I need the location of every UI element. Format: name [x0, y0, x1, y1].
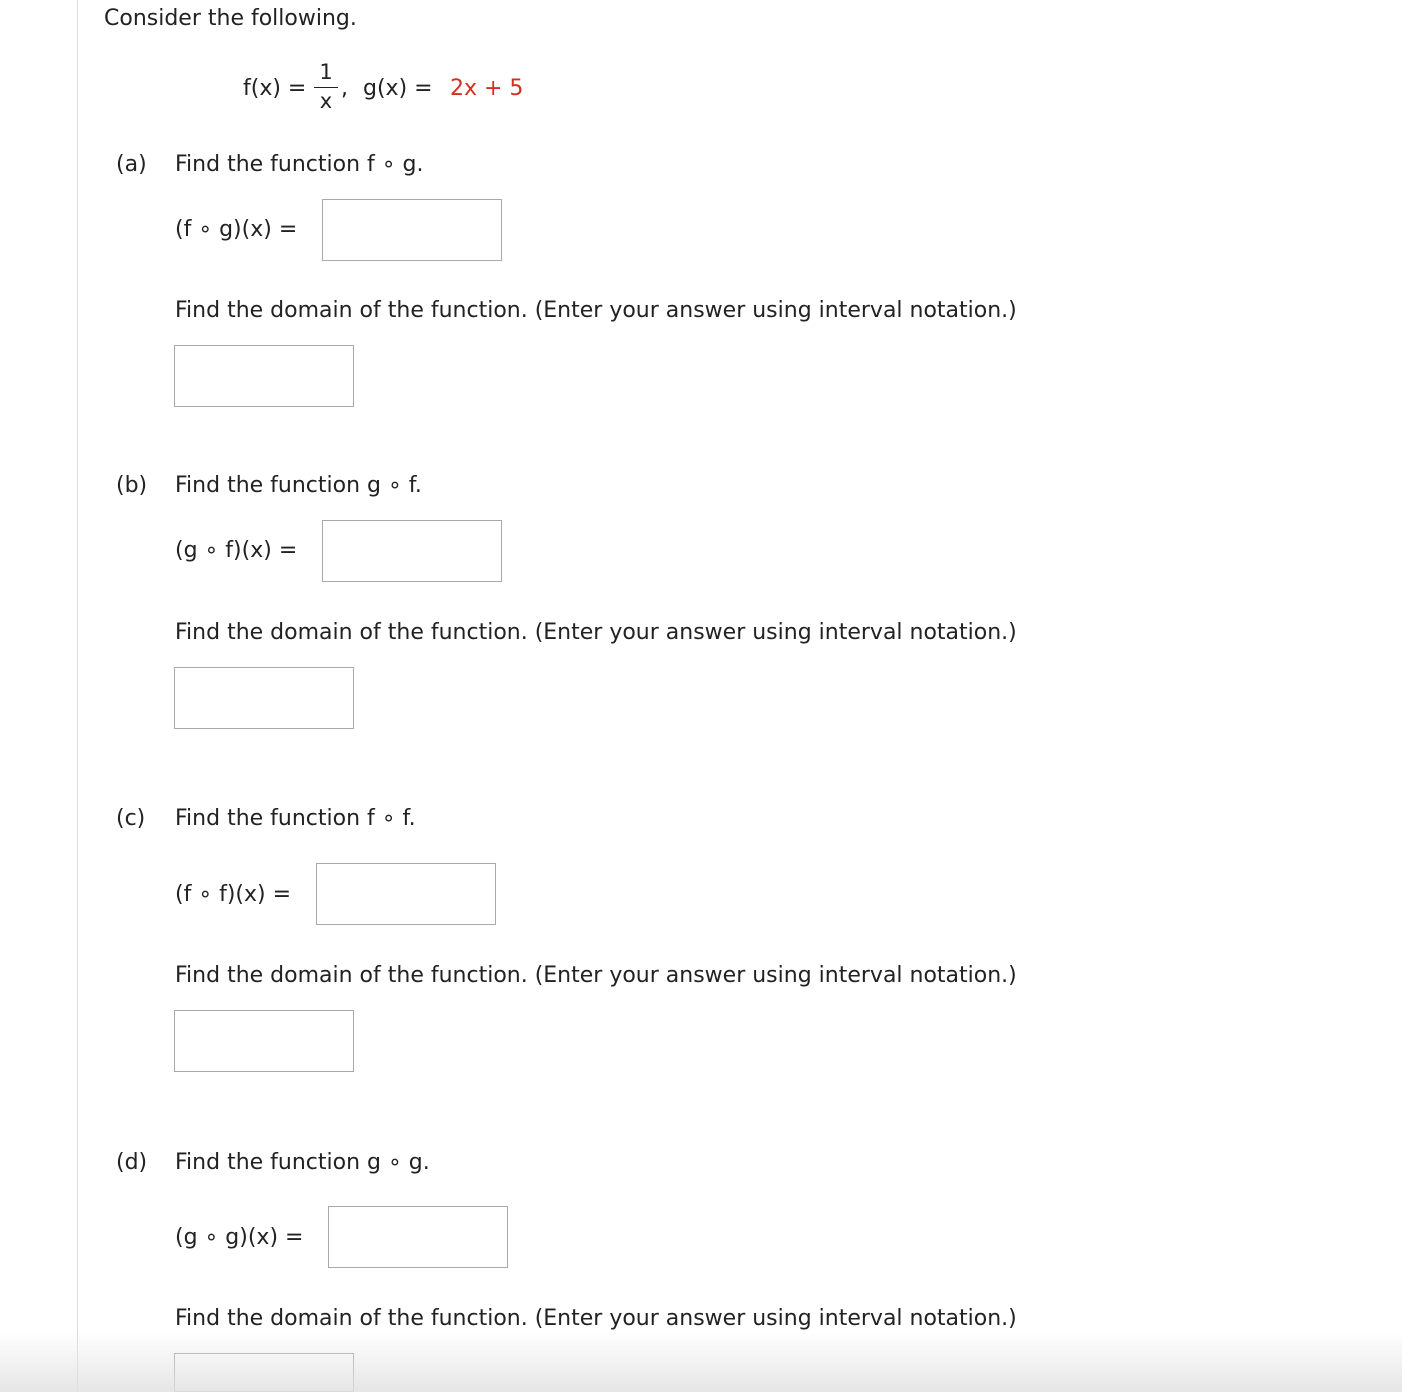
- formula-separator: ,: [341, 76, 348, 101]
- part-b-expression: (g ∘ f)(x) =: [175, 538, 298, 563]
- part-c-domain-prompt: Find the domain of the function. (Enter your answer using interval notation.): [175, 963, 1017, 988]
- part-b-domain-input[interactable]: [174, 667, 354, 729]
- part-a-prompt: Find the function f ∘ g.: [175, 152, 424, 177]
- f-numerator: 1: [319, 60, 333, 84]
- part-a-domain-prompt: Find the domain of the function. (Enter your answer using interval notation.): [175, 298, 1017, 323]
- g-definition-label: g(x) =: [363, 76, 433, 101]
- given-functions: [243, 62, 563, 122]
- part-a-answer-input[interactable]: [322, 199, 502, 261]
- part-d-answer-input[interactable]: [328, 1206, 508, 1268]
- part-a-domain-input[interactable]: [174, 345, 354, 407]
- g-definition-value: 2x + 5: [450, 76, 524, 101]
- part-b-prompt: Find the function g ∘ f.: [175, 473, 422, 498]
- part-c-domain-input[interactable]: [174, 1010, 354, 1072]
- part-b-domain-prompt: Find the domain of the function. (Enter your answer using interval notation.): [175, 620, 1017, 645]
- problem-intro: Consider the following.: [104, 6, 357, 31]
- part-d-domain-input[interactable]: [174, 1353, 354, 1392]
- part-d-expression: (g ∘ g)(x) =: [175, 1225, 304, 1250]
- part-d-prompt: Find the function g ∘ g.: [175, 1150, 430, 1175]
- part-c-prompt: Find the function f ∘ f.: [175, 806, 416, 831]
- part-a-expression: (f ∘ g)(x) =: [175, 217, 298, 242]
- part-d-label: (d): [116, 1150, 148, 1175]
- part-d-domain-prompt: Find the domain of the function. (Enter your answer using interval notation.): [175, 1306, 1017, 1331]
- part-c-expression: (f ∘ f)(x) =: [175, 882, 292, 907]
- part-c-answer-input[interactable]: [316, 863, 496, 925]
- f-fraction: [311, 62, 341, 112]
- left-margin-rule: [77, 0, 78, 1392]
- part-b-answer-input[interactable]: [322, 520, 502, 582]
- f-definition-label: f(x) =: [243, 76, 307, 101]
- part-c-label: (c): [116, 806, 146, 831]
- part-b-label: (b): [116, 473, 148, 498]
- f-denominator: x: [319, 89, 333, 113]
- fraction-bar: [314, 87, 338, 88]
- part-a-label: (a): [116, 152, 147, 177]
